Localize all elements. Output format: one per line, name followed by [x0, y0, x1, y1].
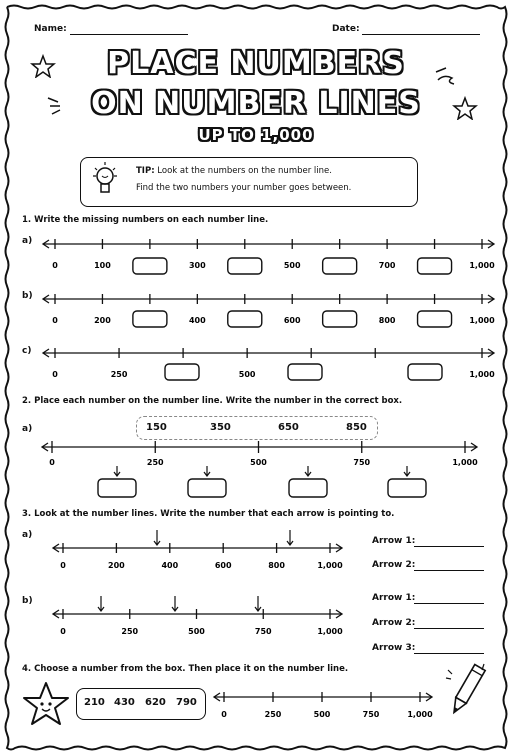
tick-label: 250 — [264, 710, 282, 719]
answer-box[interactable] — [228, 258, 262, 274]
tick-label: 500 — [283, 261, 301, 270]
tick-label: 800 — [268, 561, 285, 570]
q3a-label: a) — [22, 530, 33, 540]
tick-label: 500 — [188, 627, 205, 636]
tick-label: 0 — [49, 458, 55, 467]
q1a-label: a) — [22, 236, 33, 246]
answer-box[interactable] — [323, 311, 357, 327]
tip-line-2: Find the two numbers your number goes between. — [136, 183, 352, 193]
q3b-arrow1-label: Arrow 1: — [372, 593, 416, 603]
tick-label: 500 — [238, 370, 256, 379]
tick-label: 0 — [52, 261, 58, 270]
tick-label: 600 — [214, 561, 232, 570]
q4-instruction: 4. Choose a number from the box. Then place it on the number line. — [22, 664, 349, 674]
choice-number: 210 — [84, 697, 105, 708]
tick-label: 0 — [52, 370, 58, 379]
answer-box[interactable] — [388, 479, 426, 497]
tick-label: 250 — [110, 370, 128, 379]
tick-label: 0 — [52, 316, 58, 325]
place-number: 350 — [210, 422, 231, 433]
tip-label: TIP: — [136, 166, 155, 176]
choice-number: 620 — [145, 697, 166, 708]
date-label: Date: — [332, 24, 360, 34]
tick-label: 0 — [221, 710, 227, 719]
tip-text-1: Look at the numbers on the number line. — [157, 166, 332, 176]
title-line-1: PLACE NUMBERS — [107, 46, 405, 81]
answer-box[interactable] — [133, 258, 167, 274]
q1c-label: c) — [22, 346, 32, 356]
answer-box[interactable] — [289, 479, 327, 497]
name-label: Name: — [34, 24, 67, 34]
tick-label: 600 — [283, 316, 301, 325]
answer-box[interactable] — [408, 364, 442, 380]
answer-box[interactable] — [133, 311, 167, 327]
tick-label: 300 — [188, 261, 206, 270]
choice-number: 790 — [176, 697, 197, 708]
tick-label: 500 — [313, 710, 331, 719]
tick-label: 1,000 — [469, 370, 495, 379]
place-number: 850 — [346, 422, 367, 433]
tick-label: 750 — [353, 458, 371, 467]
q3b-arrow3-label: Arrow 3: — [372, 643, 416, 653]
q3b-label: b) — [22, 596, 33, 606]
tick-label: 200 — [94, 316, 111, 325]
tick-label: 1,000 — [452, 458, 478, 467]
tick-label: 750 — [362, 710, 380, 719]
tick-label: 1,000 — [407, 710, 433, 719]
tick-label: 1,000 — [469, 261, 495, 270]
answer-box[interactable] — [228, 311, 262, 327]
answer-box[interactable] — [98, 479, 136, 497]
tick-label: 400 — [188, 316, 206, 325]
tick-label: 250 — [121, 627, 139, 636]
tick-label: 100 — [94, 261, 111, 270]
answer-box[interactable] — [165, 364, 199, 380]
answer-box[interactable] — [323, 258, 357, 274]
tick-label: 250 — [146, 458, 164, 467]
title-line-2: ON NUMBER LINES — [91, 86, 421, 121]
answer-box[interactable] — [418, 311, 452, 327]
tick-label: 1,000 — [317, 627, 343, 636]
tick-label: 1,000 — [317, 561, 343, 570]
place-number: 150 — [146, 422, 167, 433]
tick-label: 500 — [250, 458, 267, 467]
choice-number: 430 — [114, 697, 135, 708]
q1b-label: b) — [22, 291, 33, 301]
place-number: 650 — [278, 422, 299, 433]
tick-label: 700 — [378, 261, 396, 270]
title-line-3: UP TO 1,000 — [198, 126, 314, 144]
tick-label: 400 — [161, 561, 179, 570]
q3-instruction: 3. Look at the number lines. Write the number that each arrow is pointing to. — [22, 509, 395, 519]
answer-box[interactable] — [418, 258, 452, 274]
tick-label: 200 — [108, 561, 125, 570]
q2-instruction: 2. Place each number on the number line. Write the number in the correct box. — [22, 396, 403, 406]
q2-label: a) — [22, 424, 33, 434]
q1-instruction: 1. Write the missing numbers on each number line. — [22, 215, 269, 225]
q3b-arrow2-label: Arrow 2: — [372, 618, 416, 628]
q3a-arrow2-label: Arrow 2: — [372, 560, 416, 570]
tick-label: 0 — [60, 561, 66, 570]
tick-label: 800 — [378, 316, 396, 325]
answer-box[interactable] — [188, 479, 226, 497]
tick-label: 0 — [60, 627, 66, 636]
tick-label: 750 — [254, 627, 272, 636]
answer-box[interactable] — [288, 364, 322, 380]
tick-label: 1,000 — [469, 316, 495, 325]
q3a-arrow1-label: Arrow 1: — [372, 536, 416, 546]
